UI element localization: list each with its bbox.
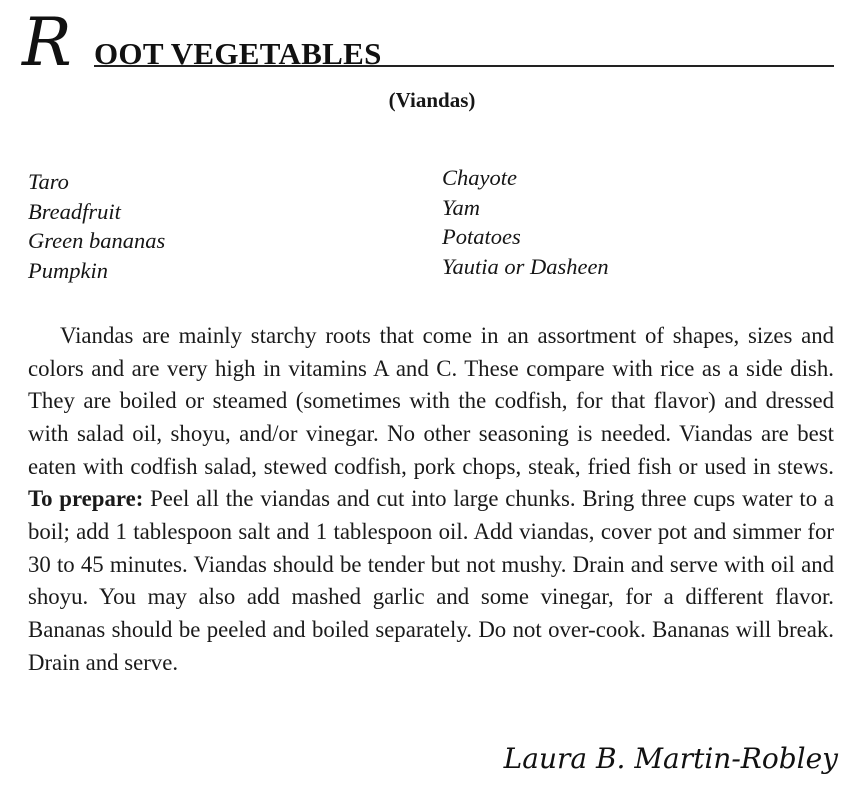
recipe-instructions: Peel all the viandas and cut into large chunks. Bring three cups water to a boil; add 1 tablespoon salt and 1 tablespoon oil. Add viandas, cover pot and simmer for 30 to 45 minutes. Viandas should be tender but not mushy. Drain and serve with oil and shoyu. You may also add mashed garlic and some vinegar, for a different flavor. Bananas should be peeled and boiled separately. Do not over-cook. Bananas will break. Drain and serve. [28,486,834,675]
title-drop-cap: R [22,4,72,81]
recipe-subtitle: (Viandas) [388,88,476,112]
recipe-intro: Viandas are mainly starchy roots that come in an assortment of shapes, sizes and colors and are very high in vitamins A and C. These compare with rice as a side dish. They are boiled or steamed (sometimes with the codfish, for that flavor) and dressed with salad oil, shoyu, and/or vinegar. No other seasoning is needed. Viandas are best eaten with codfish salad, stewed codfish, pork chops, steak, fried fish or used in stews. [28,322,834,479]
ingredient-item: Breadfruit [28,198,121,224]
ingredients-left-column [28,167,165,285]
ingredients-right-column [442,163,609,281]
ingredient-item: Green bananas [28,228,166,253]
ingredient-item: Taro [28,169,69,194]
ingredient-item: Potatoes [442,224,521,249]
title-underline [94,65,834,67]
recipe-body [28,320,834,680]
recipe-title [22,4,832,81]
ingredient-item: Yam [442,194,480,220]
title-text: OOT VEGETABLES [94,36,382,71]
prepare-label: To prepare: [28,486,144,512]
ingredient-item: Pumpkin [28,257,108,283]
author-signature: Laura B. Martin-Robley [503,742,838,775]
ingredient-item: Yautia or Dasheen [442,253,609,279]
ingredient-item: Chayote [442,165,517,190]
